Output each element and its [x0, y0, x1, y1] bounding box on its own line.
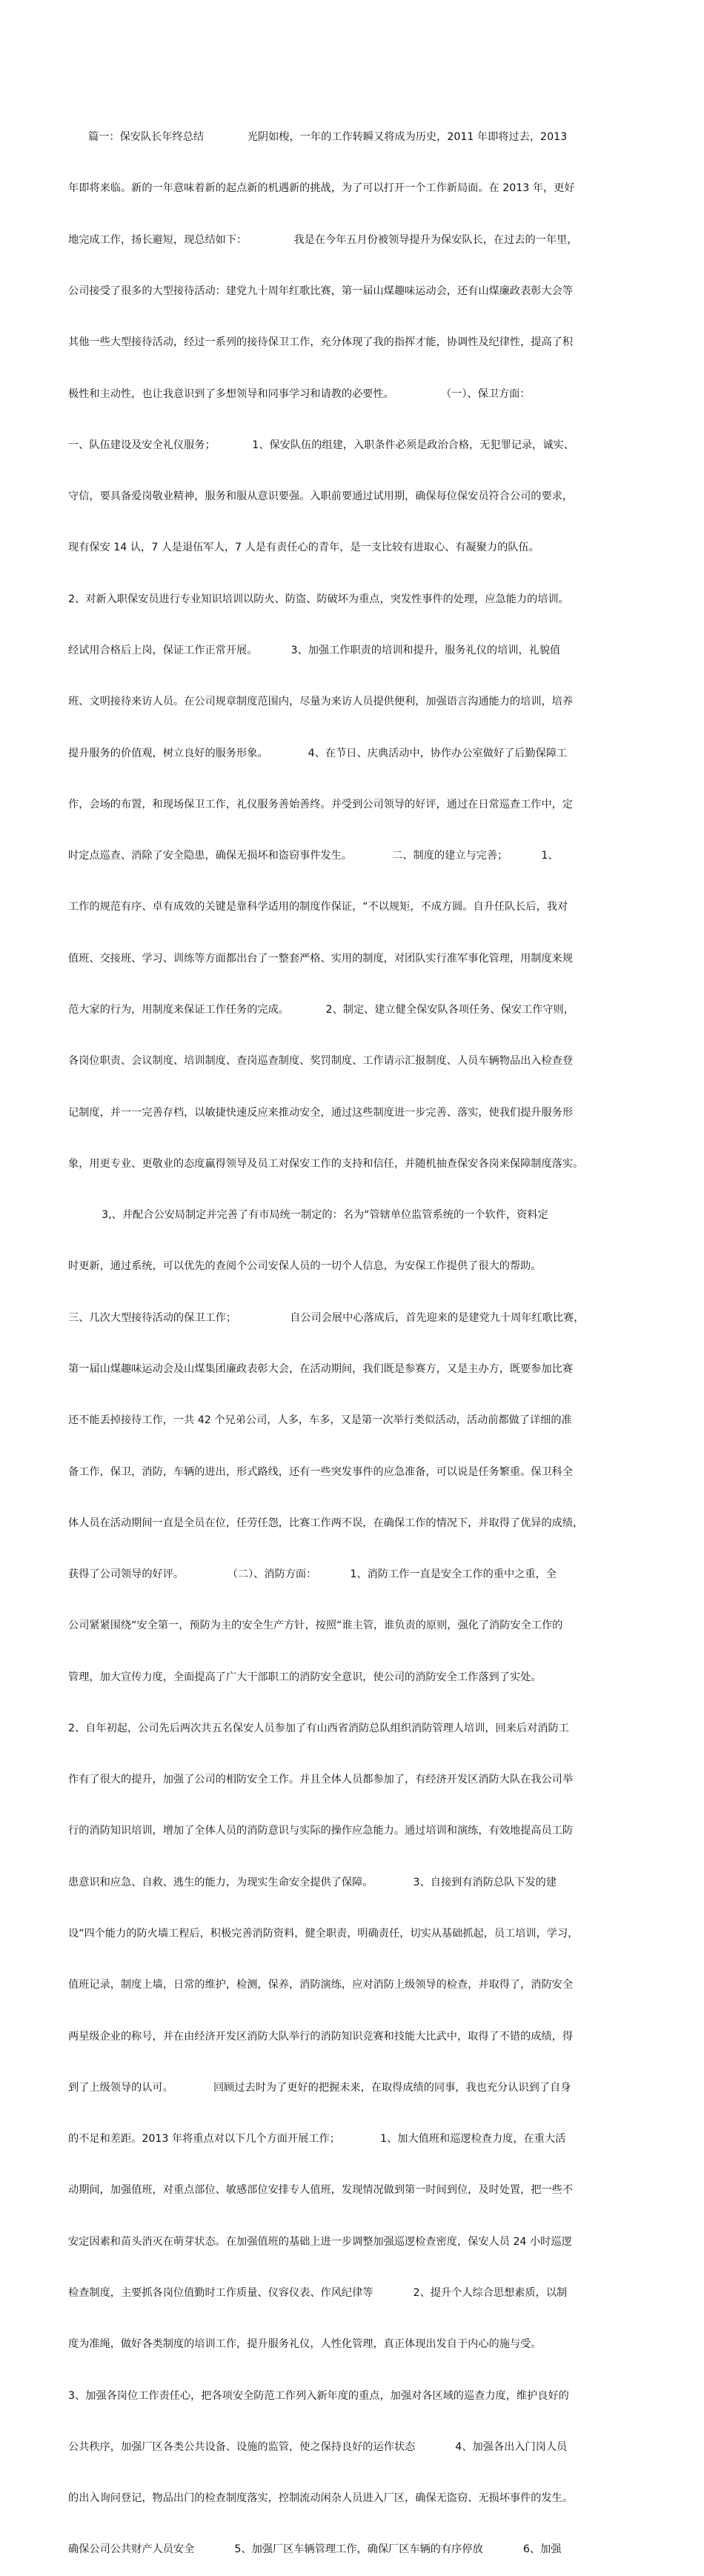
text-line: 值班记录，制度上墙，日常的维护，检测，保养，消防演练，应对消防上级领导的检查，并取得了，消防安全 — [68, 1979, 574, 1991]
text-line: 3,、并配合公安局制定并完善了有市局统一制定的：名为“管辖单位监管系统的一个软件，资料定 — [68, 1209, 548, 1222]
text-line: 范大家的行为，用制度来保证工作任务的完成。 2、制定、建立健全保安队各项任务、保安工作守则， — [68, 1003, 574, 1016]
text-line: 年即将来临。新的一年意味着新的起点新的机遇新的挑战，为了可以打开一个工作新局面。在 2013 年，更好 — [68, 182, 575, 195]
text-line: 时更新，通过系统，可以优先的查阅个公司安保人员的一切个人信息，为安保工作提供了很大的帮助。 — [68, 1260, 542, 1273]
text-line: 的不足和差距。2013 年将重点对以下几个方面开展工作； 1、加大值班和巡逻检查力度，在重大活 — [68, 2133, 566, 2146]
text-line: 3、加强各岗位工作责任心，把各项安全防范工作列入新年度的重点，加强对各区域的巡查力度，维护良好的 — [68, 2389, 569, 2402]
text-line: 地完成工作，扬长避短，现总结如下： 我是在今年五月份被领导提升为保安队长，在过去的一年里， — [68, 233, 578, 246]
text-line: 设“四个能力的防火墙工程后，积极完善消防资料，健全职责，明确责任，切实从基础抓起，员工培训，学习， — [68, 1928, 579, 1940]
text-line: 备工作，保卫，消防，车辆的进出，形式路线，还有一些突发事件的应急准备，可以说是任务繁重。保卫科全 — [68, 1465, 574, 1478]
text-line: 作有了很大的提升，加强了公司的相防安全工作。并且全体人员都参加了，有经济开发区消防大队在我公司举 — [68, 1774, 574, 1786]
text-line: 其他一些大型接待活动，经过一系列的接待保卫工作，充分体现了我的指挥才能，协调性及纪律性，提高了积 — [68, 336, 574, 349]
text-line: 提升服务的价值观，树立良好的服务形象。 4、在节日、庆典活动中，协作办公室做好了后勤保障工 — [68, 747, 568, 759]
text-line: 象，用更专业、更敬业的态度赢得领导及员工对保安工作的支持和信任，并随机抽查保安各岗来保障制度落实。 — [68, 1157, 584, 1170]
text-line: 还不能丢掉接待工作，一共 42 个兄弟公司，人多，车多，又是第一次举行类似活动，活动前都做了详细的准 — [68, 1414, 572, 1427]
text-line: 的出入询问登记，物品出门的检查制度落实，控制流动闲杂人员进入厂区，确保无盗窃、无损坏事件的发生。 — [68, 2492, 574, 2505]
text-line: 一、队伍建设及安全礼仪服务； 1、保安队伍的组建，入职条件必须是政治合格，无犯罪记录，诚实、 — [68, 439, 574, 451]
text-line: 极性和主动性，也让我意识到了多想领导和同事学习和请教的必要性。 （一）、保卫方面： — [68, 387, 531, 400]
text-line: 公共秩序，加强厂区各类公共设备、设施的监管，使之保持良好的运作状态 4、加强各出入门岗人员 — [68, 2440, 568, 2453]
text-line: 2、对新入职保安员进行专业知识培训以防火、防盗、防破坏为重点，突发性事件的处理，应急能力的培训。 — [68, 593, 569, 605]
text-line: 确保公司公共财产人员安全 5、加强厂区车辆管理工作，确保厂区车辆的有序停放 6、加强 — [68, 2543, 562, 2556]
document-body — [68, 95, 642, 2576]
text-line: 获得了公司领导的好评。 （二）、消防方面： 1、消防工作一直是安全工作的重中之重，全 — [68, 1568, 557, 1581]
text-line: 管理，加大宣传力度，全面提高了广大干部职工的消防安全意识，使公司的消防安全工作落到了实处。 — [68, 1671, 542, 1683]
text-line: 检查制度，主要抓各岗位值勤时工作质量、仪容仪表、作风纪律等 2、提升个人综合思想素质，以制 — [68, 2287, 568, 2299]
text-line: 时定点巡查、消除了安全隐患，确保无损坏和盗窃事件发生。 二、制度的建立与完善； 1、 — [68, 850, 559, 862]
text-line: 守信，要具备爱岗敬业精神，服务和服从意识要强。入职前要通过试用期，确保每位保安员符合公司的要求， — [68, 490, 574, 503]
text-line: 经试用合格后上岗，保证工作正常开展。 3、加强工作职责的培训和提升，服务礼仪的培训，礼貌值 — [68, 645, 561, 656]
text-line: 各岗位职责、会议制度、培训制度、查岗巡查制度、奖罚制度、工作请示汇报制度、人员车辆物品出入检查登 — [68, 1055, 574, 1068]
text-line: 安定因素和苗头消灭在萌芽状态。在加强值班的基础上进一步调整加强巡逻检查密度，保安人员 24 小时巡逻 — [68, 2235, 572, 2248]
text-line: 公司紧紧围绕“安全第一，预防为主的安全生产方针，按照“谁主管，谁负责的原则，强化了消防安全工作的 — [68, 1620, 563, 1632]
text-line: 工作的规范有序、卓有成效的关键是靠科学适用的制度作保证，“不以规矩，不成方圆。自升任队长后，我对 — [68, 901, 568, 913]
text-line: 值班、交接班、学习、训练等方面都出台了一整套严格、实用的制度，对团队实行准军事化管理，用制度来规 — [68, 952, 574, 965]
text-line: 2、自年初起，公司先后两次共五名保安人员参加了有山西省消防总队组织消防管理人培训，回来后对消防工 — [68, 1722, 569, 1734]
text-line: 动期间，加强值班，对重点部位、敏感部位安排专人值班，发现情况做到第一时间到位，及时处置，把一些不 — [68, 2184, 574, 2197]
text-line: 现有保安 14 认，7 人是退伍军人，7 人是有责任心的青年，是一支比较有进取心、有凝聚力的队伍。 — [68, 542, 539, 554]
text-line: 公司接受了很多的大型接待活动：建党九十周年红歌比赛，第一届山煤趣味运动会，还有山煤廉政表彰大会等 — [68, 285, 574, 298]
text-line: 体人员在活动期间一直是全员在位，任劳任怨，比赛工作两不误，在确保工作的情况下，并取得了优异的成绩， — [68, 1517, 584, 1529]
text-line: 患意识和应急、自救、逃生的能力，为现实生命安全提供了保障。 3、自接到有消防总队下发的建 — [68, 1876, 557, 1888]
text-line: 第一届山煤趣味运动会及山煤集团廉政表彰大会，在活动期间，我们既是参赛方，又是主办方，既要参加比赛 — [68, 1362, 574, 1375]
text-line: 篇一：保安队长年终总结 光阴如梭，一年的工作转瞬又将成为历史，2011 年即将过去，2013 — [68, 131, 568, 144]
text-line: 到了上级领导的认可。 回顾过去时为了更好的把握未来，在取得成绩的同事，我也充分认识到了自身 — [68, 2081, 571, 2094]
text-line: 两星级企业的称号，并在由经济开发区消防大队举行的消防知识竞赛和技能大比武中，取得了不错的成绩，得 — [68, 2030, 574, 2043]
text-line: 作，会场的布置，和现场保卫工作，礼仪服务善始善终。并受到公司领导的好评，通过在日常巡查工作中，定 — [68, 798, 574, 811]
text-line: 班、文明接待来访人员。在公司规章制度范围内，尽量为来访人员提供便利，加强语言沟通能力的培训，培养 — [68, 696, 574, 708]
text-line: 三、几次大型接待活动的保卫工作； 自公司会展中心落成后，首先迎来的是建党九十周年红歌比赛， — [68, 1311, 585, 1324]
text-line: 记制度，并一一完善存档，以敏捷快速反应来推动安全，通过这些制度进一步完善、落实，使我们提升服务形 — [68, 1106, 574, 1119]
text-line: 度为准绳，做好各类制度的培训工作，提升服务礼仪，人性化管理，真正体现出发自于内心的施与受。 — [68, 2338, 542, 2351]
text-line: 行的消防知识培训，增加了全体人员的消防意识与实际的操作应急能力。通过培训和演练，有效地提高员工防 — [68, 1825, 574, 1837]
